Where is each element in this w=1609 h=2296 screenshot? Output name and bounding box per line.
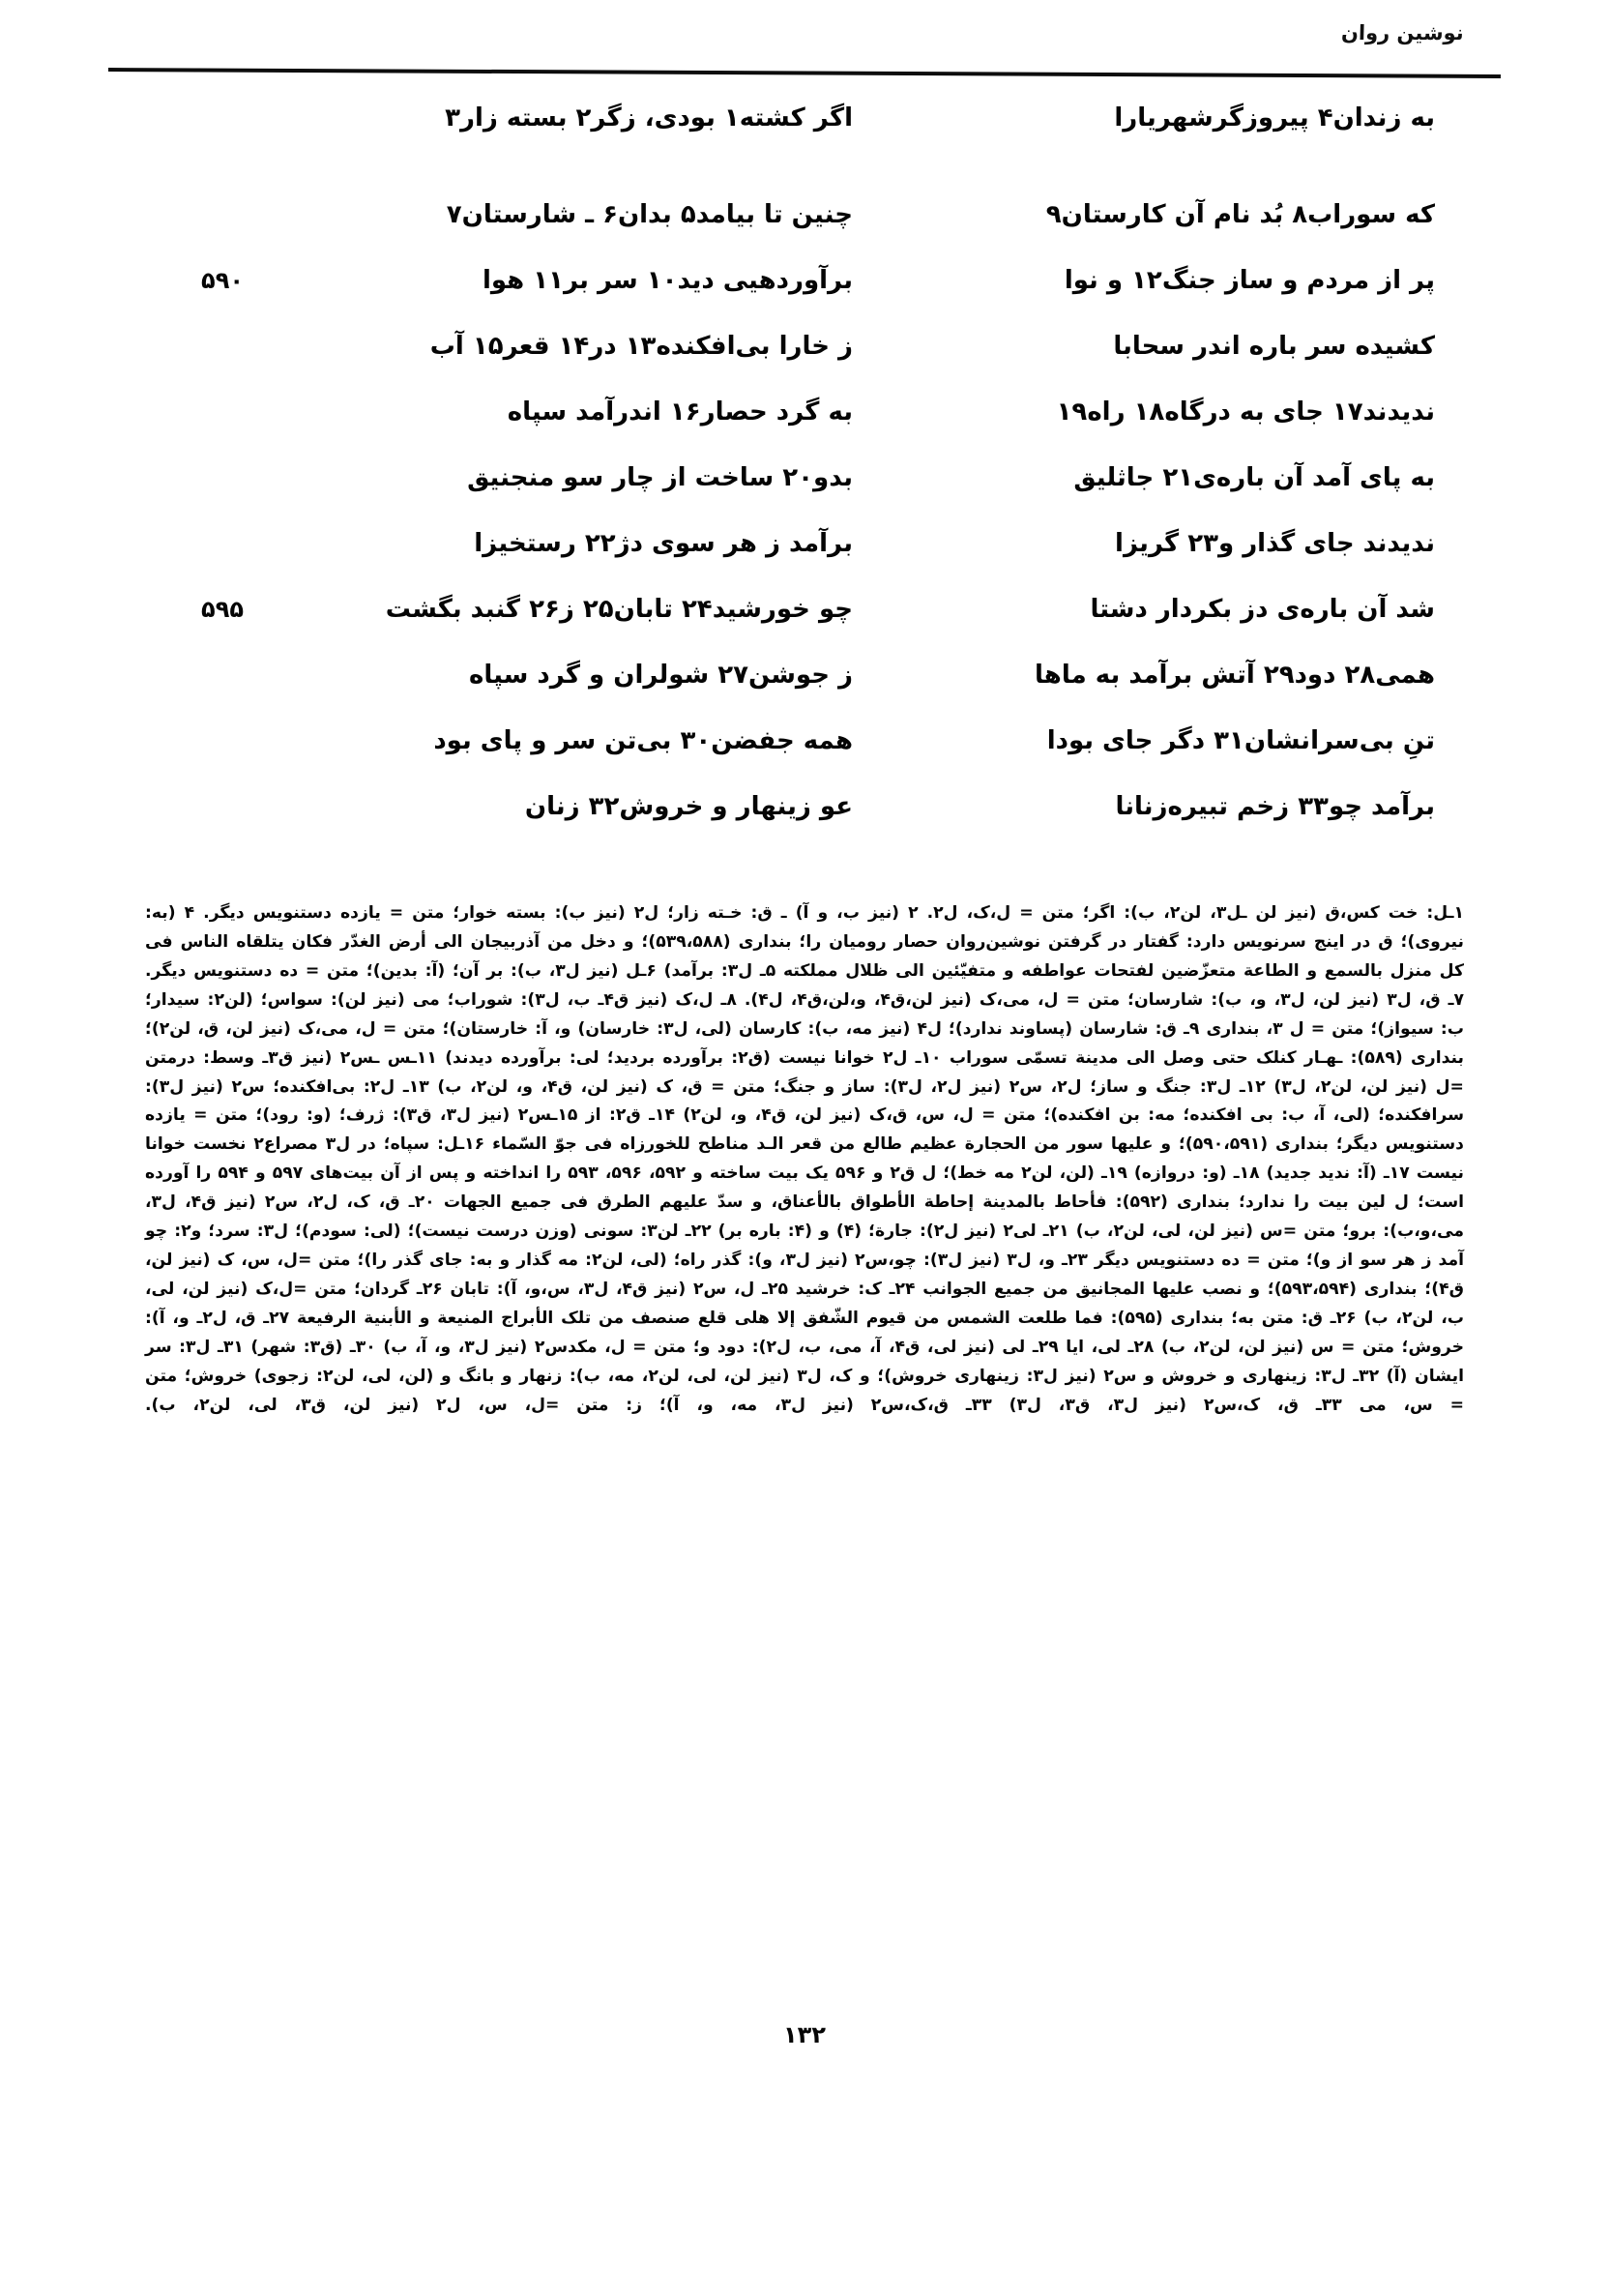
hemistich-first: برآوردهیی دید۱۰ سر بر۱۱ هوا [482,266,853,295]
hemistich-first: عو زینهار و خروش۳۲ زنان [524,792,853,821]
folio-number: ۱۳۲ [783,2021,826,2048]
hemistich-second: به زندان۴ پیروزگرشهریارا [1114,103,1435,132]
verse-line [184,460,1445,516]
verse-number [184,350,244,354]
verse-line [184,329,1445,385]
verse-line [184,658,1445,714]
hemistich-second: شد آن باره‌ی دز بکردار دشتا [1090,595,1435,624]
hemistich-second: که سوراب۸ بُد نام آن کارستان۹ [1045,200,1435,229]
verse-number: ۵۹۵ [201,596,244,623]
hemistich-first: ز خارا بی‌افکنده۱۳ در۱۴ قعر۱۵ آب [429,332,853,361]
hemistich-first: همه جفضن۳۰ بی‌تن سر و پای بود [433,726,853,755]
hemistich-first: چنین تا بیامد۵ بدان۶ ـ شارستان۷ [446,200,853,229]
hemistich-second: برآمد چو۳۳ زخم تبیره‌زنانا [1115,792,1435,821]
verse-line [184,526,1445,582]
verse-line [184,197,1445,253]
verse-number [184,679,244,683]
header-rule [108,68,1501,78]
critical-apparatus [145,899,1464,1421]
verse-line [184,263,1445,319]
verse-line [184,592,1445,648]
running-head: نوشین روان [1340,21,1465,44]
hemistich-first: بدو۲۰ ساخت از چار سو منجنیق [467,463,853,492]
verse-line [184,723,1445,780]
hemistich-second: کشیده سر باره اندر سحابا [1113,332,1435,361]
hemistich-first: به گرد حصار۱۶ اندرآمد سپاه [507,397,853,427]
hemistich-first: ز جوشن۲۷ شولران و گرد سپاه [469,661,853,690]
hemistich-second: پر از مردم و ساز جنگ۱۲ و نوا [1064,266,1435,295]
hemistich-second: ندیدند۱۷ جای به درگاه۱۸ راه۱۹ [1056,397,1435,427]
hemistich-second: ندیدند جای گذار و۲۳ گریزا [1115,529,1435,558]
hemistich-second: تنِ بی‌سرانشان۳۱ دگر جای بودا [1046,726,1435,755]
verse-number [184,547,244,551]
hemistich-first: چو خورشید۲۴ تابان۲۵ ز۲۶ گنبد بگشت [385,595,853,624]
verse-number [184,745,244,749]
apparatus-text: ۱ـل: خت کس،ق (نیز لن ـل۳، لن۲، ب): اگر؛ متن = ل،ک، ل۲. ۲ (نیز ب، و آ) ـ ق: خـته زار؛ ل۲ (نیز ب): بسته خوار؛ متن = یازده دستنویس دیگر. ۴ (به: نیروی)؛ ق در اینج سرنویس دارد: گفتار در گرفتن نوشین‌روان حصار رومیان را؛ بنداری (۵۳۹،۵۸۸)؛ و دخل من آذربیجان الی أرض الغدّر فکان یتلقاه الناس فی کل منزل بالسمع و الطاعة متعزّضین لفتحات عواطفه و متفیّئین الی ظلال مملکته ۵ـ ل۳: برآمد) ۶ـل (نیز ل۳، ب): بر آن؛ (آ: بدین)؛ متن = ده دستنویس دیگر. ۷ـ ق، ل۳ (نیز لن، ل۳، و، ب): شارسان؛ متن = ل، می،ک (نیز لن،ق۴، و،لن،ق۴، ل۴). ۸ـ ل،ک (نیز ق۴ـ ب، ل۳): شوراب؛ می (نیز لن): سواس؛ (لن۲: سیدار؛ ب: سیواز)؛ متن = ل ۳، بنداری ۹ـ ق: شارسان (پساوند ندارد)؛ ل۴ (نیز مه، ب): کارسان (لی، ل۳: خارسان) و، آ: خارستان)؛ متن = ل، می،ک (نیز لن، ق، لن۲)؛ بنداری (۵۸۹): ـهـار کنلک حتی وصل الی مدینة تسمّی سوراب ۱۰ـ ل۲ خوانا نیست (ق۲: برآورده برديد؛ لی: برآورده دیدند) ۱۱ـس ـس۲ (نیز ق۳ـ وسط: درمتن =ل (نیز لن، لن۲، ل۳) ۱۲ـ ل۳: جنگ و ساز؛ ل۲، س۲ (نیز ل۲، ل۳): ساز و جنگ؛ متن = ق، ک (نیز لن، ق۴، و، لن۲، ب) ۱۳ـ ل۲: بی‌افکنده؛ س۲ (نیز ل۳): سرافکنده؛ (لی، آ، ب: بی افکنده؛ مه: بن افکنده)؛ متن = ل، س، ق،ک (نیز لن، ق۴، و، لن۲) ۱۴ـ ق۲: از ۱۵ـس۲ (نیز ل۳، ق۳): ژرف؛ (و: رود)؛ متن = یازده دستنویس دیگر؛ بنداری (۵۹۰،۵۹۱)؛ و علیها سور من الحجارة عظیم طالع من قعر الـد مناطح للخورزاه فی جوّ السّماء ۱۶ـل: سپاه؛ در ل۳ مصراع۲ نخست خوانا نیست ۱۷ـ (آ: ندید جدید) ۱۸ـ (و: دروازه) ۱۹ـ (لن، لن۲ مه خط)؛ ل ق۲ و ۵۹۶ یک بیت ساخته و ۵۹۲، ۵۹۶، ۵۹۳ را انداخته و پس از آن بیت‌های ۵۹۷ و ۵۹۴ را آورده است؛ ل لین بیت را ندارد؛ بنداری (۵۹۲): فأحاط بالمدینة إحاطة الأطواق بالأعناق، و سدّ علیهم الطرق فی جمیع الجهات ۲۰ـ ق، ک، ل۲، س۲ (نیز ق۴، ل۳، می،و،ب): برو؛ متن =س (نیز لن، لی، لن۲، ب) ۲۱ـ لی۲ (نیز ل۲): جارة؛ (۴) و (۴: باره بر) ۲۲ـ لن۳: سونی (وزن درست نیست)؛ (لی: سودم)؛ ل۳: سرد؛ و۲: چو آمد ز هر سو از و)؛ متن = ده دستنویس دیگر ۲۳ـ و، ل۳ (نیز ل۳): چو،س۲ (نیز ل۳، و): گذر راه؛ (لی، لن۲: مه گذار و به: جای گذر را)؛ متن =ل، س، ک (نیز لن، ق۴)؛ بنداری (۵۹۳،۵۹۴)؛ و نصب علیها المجانیق من جمیع الجوانب ۲۴ـ ک: خرشید ۲۵ـ ل، س۲ (نیز ق۴، ل۳، س،و، آ): تابان ۲۶ـ گردان؛ متن =ل،ک (نیز لن، لی، ب، لن۲، ب) ۲۶ـ ق: متن به؛ بنداری (۵۹۵): فما طلعت الشمس من قیوم الشّفق إلا هلی قلع صنصف من تلک الأبراج المنیعة و الأبنیة الرفیعة ۲۷ـ ق، ل۲ـ و، آ): خروش؛ متن = س (نیز لن، لن۲، ب) ۲۸ـ لی، ایا ۲۹ـ لی (نیز لی، ق۴، آ، می، ب، ل۲): دود و؛ متن = ل، مکدس۲ (نیز ل۳، و، آ، ب) ۳۰ـ (ق۳: شهر) ۳۱ـ ل۳: سر ایشان (آ) ۳۲ـ ل۳: زینهاری و خروش و س۲ (نیز ل۳: زینهاری خروش)؛ و ک، ل۳ (نیز لن، لی، لن۲، مه، ب): زنهار و بانگ و (لن، لی، لن۲: زجوی) خروش؛ متن = س، می ۳۳ـ ق، ک،س۲ (نیز ل۳، ق۳، ل۳) ۳۳ـ ق،ک،س۲ (نیز ل۳، مه، و، آ)؛ ز: متن =ل، س، ل۲ (نیز لن، ق۳، لی، لن۲، ب). [145,903,1465,1415]
verse-number: ۵۹۰ [201,267,244,294]
verse-line [184,789,1445,845]
hemistich-second: به پای آمد آن باره‌ی۲۱ جاثلیق [1073,463,1435,492]
verse-line [184,395,1445,451]
verse-line [184,101,1445,157]
hemistich-first: برآمد ز هر سوی دژ۲۲ رستخیزا [474,529,853,558]
verse-number [184,810,244,814]
hemistich-second: همی۲۸ دود۲۹ آتش برآمد به ماها [1035,661,1435,690]
verse-number [184,219,244,222]
verse-block [184,101,1445,855]
hemistich-first: اگر کشته۱ بودی، زگر۲ بسته زار۳ [445,103,853,132]
verse-number [184,416,244,420]
verse-number [184,122,244,126]
verse-number [184,482,244,486]
